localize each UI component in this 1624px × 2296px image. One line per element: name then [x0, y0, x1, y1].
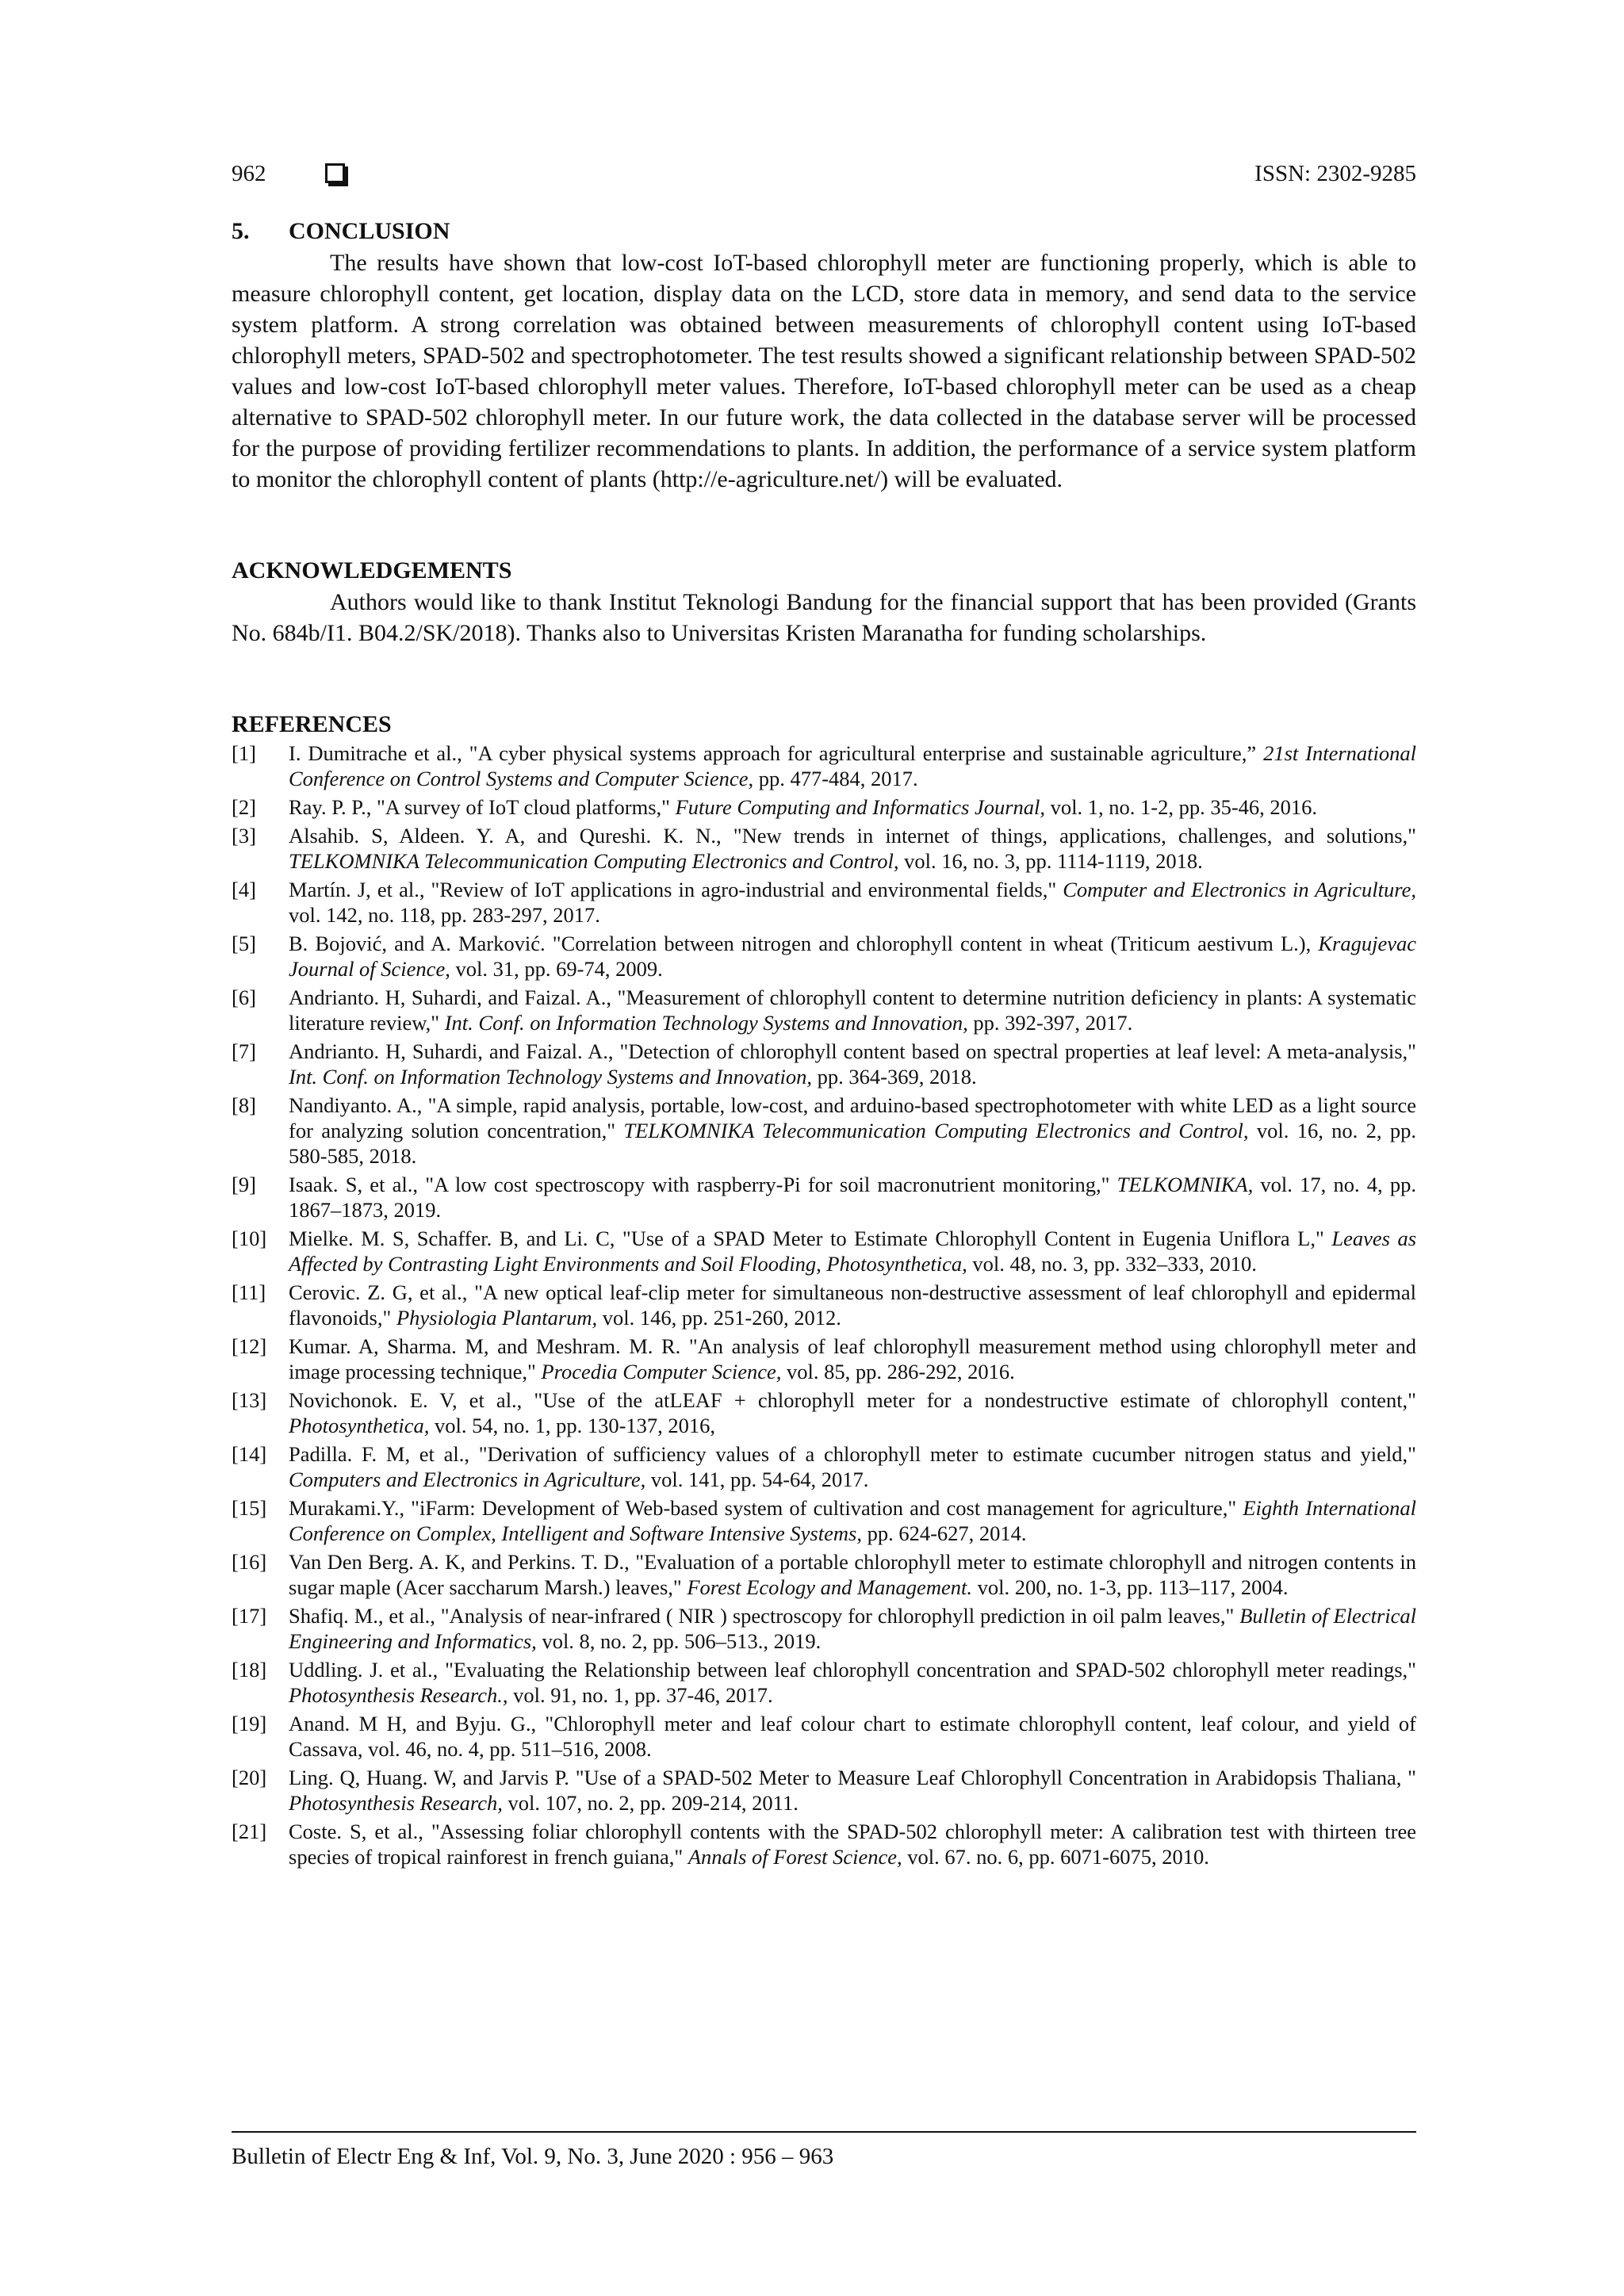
reference-venue: Procedia Computer Science, — [541, 1360, 782, 1383]
reference-item — [232, 931, 1416, 982]
reference-text: B. Bojović, and A. Marković. "Correlation between nitrogen and chlorophyll content in wheat (Triticum aestivum L.), — [289, 932, 1319, 955]
reference-venue: Eighth International Conference on Complex, Intelligent and Software Intensive Systems, — [289, 1496, 1417, 1545]
conclusion-number: 5. — [232, 218, 250, 244]
reference-text: Andrianto. H, Suhardi, and Faizal. A., "Measurement of chlorophyll content to determine nutrition deficiency in plants: A systematic literature review," — [289, 985, 1416, 1035]
checkbox-square-icon — [325, 163, 345, 183]
reference-item — [232, 740, 1416, 791]
reference-venue: TELKOMNIKA Telecommunication Computing Electronics and Control, — [289, 849, 899, 873]
page-header — [232, 155, 1416, 192]
reference-number: [13] — [232, 1388, 267, 1412]
reference-details: vol. 200, no. 1-3, pp. 113–117, 2004. — [971, 1575, 1289, 1599]
reference-venue: Annals of Forest Science, — [688, 1845, 902, 1869]
reference-text: Isaak. S, et al., "A low cost spectroscopy with raspberry-Pi for soil macronutrient monitoring," — [289, 1173, 1117, 1196]
reference-text: Ling. Q, Huang. W, and Jarvis P. "Use of a SPAD-502 Meter to Measure Leaf Chlorophyll Concentration in Arabidopsis Thaliana, " — [289, 1766, 1416, 1789]
reference-details: vol. 107, no. 2, pp. 209-214, 2011. — [502, 1791, 799, 1815]
reference-details: pp. 477-484, 2017. — [753, 767, 918, 790]
reference-item — [232, 1603, 1416, 1654]
page-footer: Bulletin of Electr Eng & Inf, Vol. 9, No. 3, June 2020 : 956 – 963 — [232, 2144, 834, 2169]
reference-number: [19] — [232, 1712, 267, 1735]
reference-text: Alsahib. S, Aldeen. Y. A, and Qureshi. K. N., "New trends in internet of things, applications, challenges, and solutions," — [289, 824, 1416, 848]
reference-venue: TELKOMNIKA, — [1116, 1173, 1254, 1196]
reference-details: vol. 16, no. 3, pp. 1114-1119, 2018. — [898, 849, 1203, 873]
references-heading: REFERENCES — [232, 711, 392, 737]
reference-number: [14] — [232, 1442, 267, 1466]
reference-number: [5] — [232, 932, 256, 955]
footer-divider — [232, 2131, 1416, 2133]
conclusion-title: CONCLUSION — [289, 218, 450, 244]
reference-item — [232, 1441, 1416, 1492]
reference-item — [232, 1334, 1416, 1384]
reference-text: Shafiq. M., et al., "Analysis of near-infrared ( NIR ) spectroscopy for chlorophyll prediction in oil palm leaves," — [289, 1604, 1240, 1628]
reference-item — [232, 1711, 1416, 1762]
reference-venue: Photosynthesis Research., — [289, 1683, 508, 1707]
reference-number: [11] — [232, 1280, 266, 1304]
reference-details: vol. 17, no. 4, pp. 1867–1873, 2019. — [289, 1173, 1416, 1222]
reference-number: [4] — [232, 878, 256, 901]
conclusion-heading — [232, 216, 1416, 247]
reference-details: vol. 31, pp. 69-74, 2009. — [450, 957, 663, 981]
reference-details: vol. 142, no. 118, pp. 283-297, 2017. — [289, 903, 600, 927]
reference-venue: Physiologia Plantarum, — [396, 1306, 598, 1330]
reference-number: [15] — [232, 1496, 267, 1520]
reference-venue: Future Computing and Informatics Journal, — [675, 795, 1046, 819]
reference-text: Nandiyanto. A., "A simple, rapid analysis, portable, low-cost, and arduino-based spectrophotometer with white LED as a light source for analyzing solution concentration," — [289, 1093, 1416, 1142]
conclusion-text: The results have shown that low-cost IoT-based chlorophyll meter are functioning properly, which is able to measure chlorophyll content, get location, display data on the LCD, store data in memory, and send data to the service system platform. A strong correlation was obtained between measurements of chlorophyll content using IoT-based chlorophyll meters, SPAD-502 and spectrophotometer. The test results showed a significant relationship between SPAD-502 values and low-cost IoT-based chlorophyll meter values. Therefore, IoT-based chlorophyll meter can be used as a cheap alternative to SPAD-502 chlorophyll meter. In our future work, the data collected in the database server will be processed for the purpose of providing fertilizer recommendations to plants. In addition, the performance of a service system platform to monitor the chlorophyll content of plants (http://e-agriculture.net/) will be evaluated. — [232, 250, 1416, 492]
reference-details: vol. 54, no. 1, pp. 130-137, 2016, — [429, 1414, 716, 1437]
reference-venue: Bulletin of Electrical Engineering and Informatics, — [289, 1604, 1416, 1653]
acknowledgements-heading: ACKNOWLEDGEMENTS — [232, 557, 512, 584]
reference-number: [18] — [232, 1658, 267, 1682]
reference-text: I. Dumitrache et al., "A cyber physical systems approach for agricultural enterprise and sustainable agriculture,” — [289, 741, 1264, 765]
reference-details: pp. 364-369, 2018. — [812, 1065, 977, 1089]
reference-venue: Leaves as Affected by Contrasting Light Environments and Soil Flooding, Photosynthetica, — [289, 1226, 1417, 1276]
page-content — [232, 216, 1416, 1873]
reference-text: Padilla. F. M, et al., "Derivation of sufficiency values of a chlorophyll meter to estimate cucumber nitrogen status and yield," — [289, 1442, 1416, 1466]
reference-details: vol. 91, no. 1, pp. 37-46, 2017. — [508, 1683, 773, 1707]
reference-venue: Computer and Electronics in Agriculture, — [1063, 878, 1416, 901]
reference-number: [17] — [232, 1604, 267, 1628]
reference-number: [7] — [232, 1039, 256, 1063]
reference-item — [232, 1093, 1416, 1169]
reference-text: Coste. S, et al., "Assessing foliar chlorophyll contents with the SPAD-502 chlorophyll meter: A calibration test with thirteen tree species of tropical rainforest in french guiana," — [289, 1820, 1416, 1869]
reference-details: vol. 48, no. 3, pp. 332–333, 2010. — [967, 1252, 1257, 1276]
reference-text: Martín. J, et al., "Review of IoT applications in agro-industrial and environmental fields," — [289, 878, 1063, 901]
acknowledgements-text: Authors would like to thank Institut Teknologi Bandung for the financial support that has been provided (Grants No. 684b/I1. B04.2/SK/2018). Thanks also to Universitas Kristen Maranatha for funding scholarships. — [232, 589, 1416, 646]
reference-text: Anand. M H, and Byju. G., "Chlorophyll meter and leaf colour chart to estimate chlorophyll content, leaf colour, and yield of Cassava, vol. 46, no. 4, pp. 511–516, 2008. — [289, 1712, 1416, 1761]
reference-list — [232, 740, 1416, 1869]
reference-item — [232, 1172, 1416, 1223]
reference-number: [3] — [232, 824, 256, 848]
reference-venue: Photosynthetica, — [289, 1414, 430, 1437]
reference-item — [232, 1657, 1416, 1708]
reference-item — [232, 823, 1416, 874]
reference-text: Cerovic. Z. G, et al., "A new optical leaf-clip meter for simultaneous non-destructive assessment of leaf chlorophyll and epidermal flavonoids," — [289, 1280, 1416, 1330]
reference-text: Van Den Berg. A. K, and Perkins. T. D., "Evaluation of a portable chlorophyll meter to estimate chlorophyll and nitrogen contents in sugar maple (Acer saccharum Marsh.) leaves," — [289, 1550, 1416, 1599]
reference-number: [21] — [232, 1820, 267, 1843]
reference-item — [232, 1549, 1416, 1600]
page-number: 962 — [232, 161, 266, 186]
reference-number: [16] — [232, 1550, 267, 1574]
reference-text: Uddling. J. et al., "Evaluating the Relationship between leaf chlorophyll concentration and SPAD-502 chlorophyll meter readings," — [289, 1658, 1416, 1682]
reference-venue: Int. Conf. on Information Technology Systems and Innovation, — [289, 1065, 813, 1089]
reference-item — [232, 1280, 1416, 1330]
reference-number: [1] — [232, 741, 256, 765]
reference-text: Kumar. A, Sharma. M, and Meshram. M. R. "An analysis of leaf chlorophyll measurement method using chlorophyll meter and image processing technique," — [289, 1334, 1416, 1383]
reference-details: vol. 1, no. 1-2, pp. 35-46, 2016. — [1045, 795, 1318, 819]
reference-number: [9] — [232, 1173, 256, 1196]
reference-venue: Kragujevac Journal of Science, — [289, 932, 1416, 981]
reference-text: Andrianto. H, Suhardi, and Faizal. A., "Detection of chlorophyll content based on spectral properties at leaf level: A meta-analysis," — [289, 1039, 1416, 1063]
reference-number: [8] — [232, 1093, 256, 1117]
reference-number: [12] — [232, 1334, 267, 1358]
reference-details: pp. 392-397, 2017. — [967, 1011, 1133, 1035]
reference-item — [232, 794, 1416, 820]
reference-details: vol. 67. no. 6, pp. 6071-6075, 2010. — [902, 1845, 1209, 1869]
reference-details: vol. 146, pp. 251-260, 2012. — [597, 1306, 841, 1330]
reference-item — [232, 985, 1416, 1035]
reference-item — [232, 877, 1416, 928]
reference-venue: Computers and Electronics in Agriculture, — [289, 1468, 646, 1491]
reference-item — [232, 1226, 1416, 1276]
reference-venue: Int. Conf. on Information Technology Systems and Innovation, — [444, 1011, 968, 1035]
reference-venue: Forest Ecology and Management. — [687, 1575, 972, 1599]
reference-venue: TELKOMNIKA Telecommunication Computing Electronics and Control, — [623, 1119, 1249, 1142]
reference-venue: Photosynthesis Research, — [289, 1791, 503, 1815]
reference-item — [232, 1819, 1416, 1869]
issn-label: ISSN: 2302-9285 — [1254, 161, 1416, 186]
reference-details: vol. 141, pp. 54-64, 2017. — [645, 1468, 869, 1491]
reference-number: [10] — [232, 1226, 267, 1250]
reference-number: [2] — [232, 795, 256, 819]
reference-item — [232, 1039, 1416, 1089]
reference-details: vol. 85, pp. 286-292, 2016. — [781, 1360, 1015, 1383]
reference-text: Ray. P. P., "A survey of IoT cloud platforms," — [289, 795, 676, 819]
reference-details: pp. 624-627, 2014. — [861, 1521, 1027, 1545]
reference-text: Novichonok. E. V, et al., "Use of the atLEAF + chlorophyll meter for a nondestructive estimate of chlorophyll content," — [289, 1388, 1416, 1412]
reference-item — [232, 1495, 1416, 1546]
reference-details: vol. 16, no. 2, pp. 580-585, 2018. — [289, 1119, 1416, 1168]
reference-text: Mielke. M. S, Schaffer. B, and Li. C, "Use of a SPAD Meter to Estimate Chlorophyll Content in Eugenia Uniflora L," — [289, 1226, 1332, 1250]
reference-number: [6] — [232, 985, 256, 1009]
reference-item — [232, 1765, 1416, 1816]
reference-details: vol. 8, no. 2, pp. 506–513., 2019. — [536, 1629, 822, 1653]
reference-item — [232, 1387, 1416, 1438]
reference-venue: 21st International Conference on Control Systems and Computer Science, — [289, 741, 1416, 790]
reference-number: [20] — [232, 1766, 267, 1789]
reference-text: Murakami.Y., "iFarm: Development of Web-based system of cultivation and cost management for agriculture," — [289, 1496, 1243, 1520]
